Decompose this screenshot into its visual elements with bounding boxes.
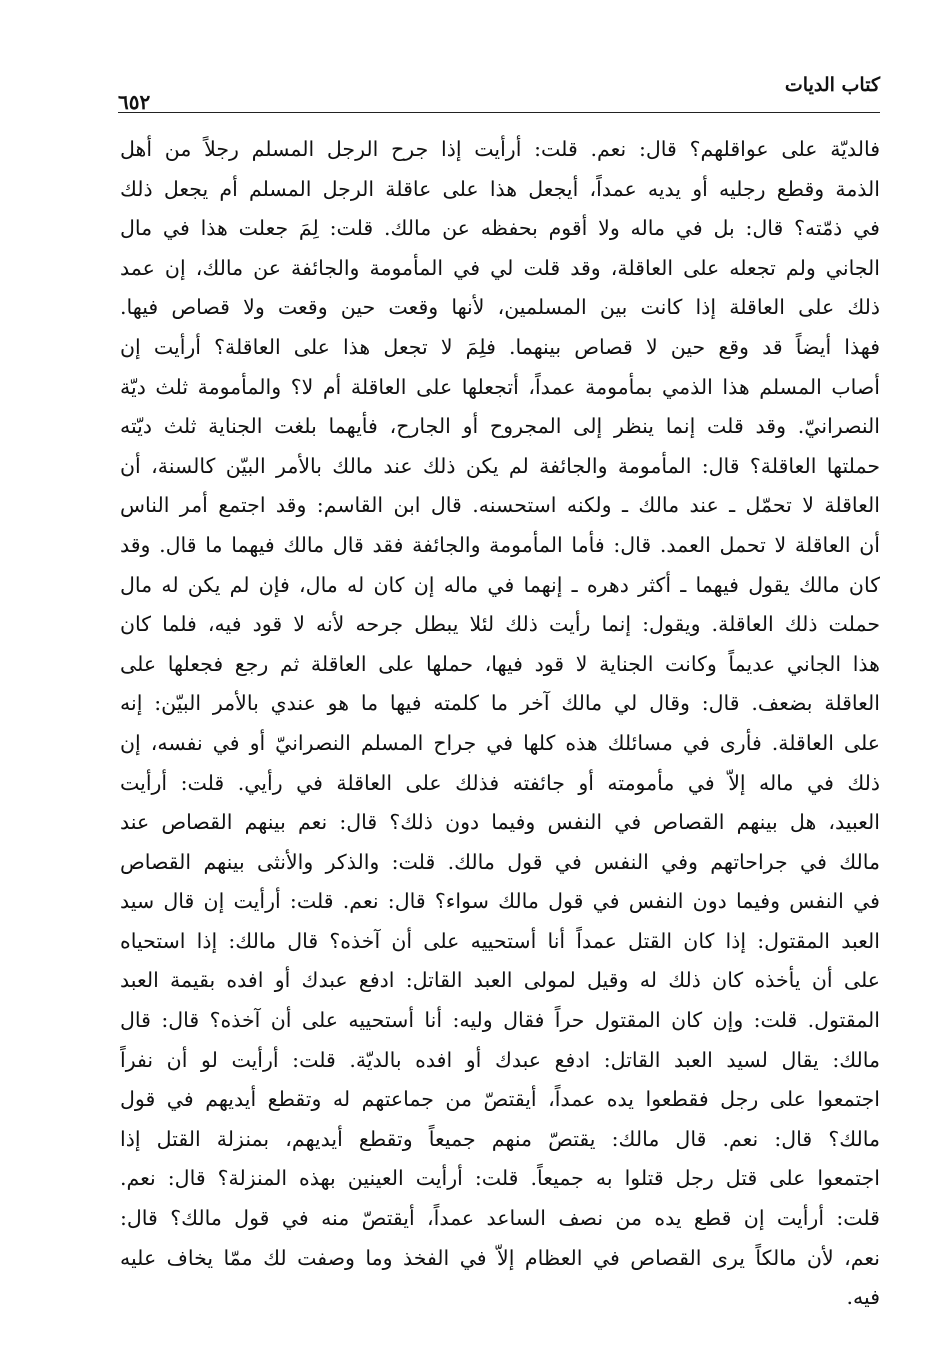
text-line: مالك في جراحاتهم وفي النفس في قول مالك. قلت: والذكر والأنثى بينهم القصاص xyxy=(120,849,880,874)
text-line: ذلك على العاقلة إذا كانت بين المسلمين، لأنها وقعت حين وقعت ولا قصاص فيها. xyxy=(120,295,880,320)
text-line: النصرانيّ. وقد قلت إنما ينظر إلى المجروح أو الجارح، فأيهما بلغت الجناية ثلث ديّته xyxy=(120,414,880,439)
text-line: اجتمعوا على رجل فقطعوا يده عمداً، أيقتصّ من جماعتهم له وتقطع أيديهم في قول xyxy=(120,1087,880,1112)
page-number: ٦٥٢ xyxy=(118,90,151,114)
text-line: ذلك في ماله إلاّ في مأمومته أو جائفته فذلك على العاقلة في رأيي. قلت: أرأيت xyxy=(120,770,880,795)
text-line: الذمة وقطع رجليه أو يديه عمداً، أيجعل هذا على عاقلة الرجل المسلم أم يجعل ذلك xyxy=(120,176,880,201)
text-line: في النفس وفيما دون النفس في قول مالك سواء؟ قال: نعم. قلت: أرأيت إن قال سيد xyxy=(120,889,880,914)
page-header xyxy=(118,70,880,114)
text-line: نعم، لأن مالكاً يرى القصاص في العظام إلاّ في الفخذ وما وصفت لك ممّا يخاف عليه xyxy=(120,1245,880,1270)
text-line: مالك: يقال لسيد العبد القاتل: ادفع عبدك أو افده بالديّة. قلت: أرأيت لو أن نفراً xyxy=(120,1047,880,1072)
page-body xyxy=(120,130,880,1318)
text-line: العاقلة بضعف. قال: وقال لي مالك آخر ما كلمته فيها ما هو عندي بالأمر البيّن: إنه xyxy=(120,691,880,716)
text-line: أن العاقلة لا تحمل العمد. قال: فأما المأمومة والجائفة فقد قال مالك فيهما ما قال. وقد xyxy=(120,532,880,557)
header-rule xyxy=(118,112,880,113)
text-line: فهذا أيضاً قد وقع حين لا قصاص بينهما. فلِمَ لا تجعل هذا على العاقلة؟ أرأيت إن xyxy=(120,334,880,359)
text-line: على العاقلة. فأرى في مسائلك هذه كلها في جراح المسلم النصرانيّ أو في نفسه، إن xyxy=(120,730,880,755)
text-line: العبد المقتول: إذا كان القتل عمداً أنا أستحييه على أن آخذه؟ قال مالك: إذا استحياه xyxy=(120,928,880,953)
text-line: حملت ذلك العاقلة. ويقول: إنما رأيت ذلك لئلا يبطل جرحه لأنه لا قود فيه، فلما كان xyxy=(120,612,880,637)
text-line: فالديّة على عواقلهم؟ قال: نعم. قلت: أرأيت إذا جرح الرجل المسلم رجلاً من أهل xyxy=(120,137,880,161)
text-line: على أن يأخذه كان ذلك له وقيل لمولى العبد القاتل: ادفع عبدك أو افده بقيمة العبد xyxy=(120,968,880,993)
text-line: في ذمّته؟ قال: بل في ماله ولا أقوم بحفظه عن مالك. قلت: لِمَ جعلت هذا في مال xyxy=(120,216,880,241)
text-line: قلت: أرأيت إن قطع يده من نصف الساعد عمداً، أيقتصّ منه في قول مالك؟ قال: xyxy=(120,1206,880,1231)
text-line: العبيد، هل بينهم القصاص في النفس وفيما دون ذلك؟ قال: نعم بينهم القصاص عند xyxy=(120,810,880,835)
text-line: أصاب المسلم هذا الذمي بمأمومة عمداً، أتجعلها على العاقلة أم لا؟ والمأمومة ثلث ديّة xyxy=(120,374,880,399)
text-line: كان مالك يقول فيهما ـ أكثر دهره ـ إنهما في ماله إن كان له مال، فإن لم يكن له مال xyxy=(120,572,880,597)
text-line: هذا الجاني عديماً وكانت الجناية لا قود فيها، حملها على العاقلة ثم رجع فجعلها على xyxy=(120,651,880,676)
text-line: المقتول. قلت: وإن كان المقتول حراً فقال وليه: أنا أستحييه على أن آخذه؟ قال: قال xyxy=(120,1008,880,1033)
text-line: مالك؟ قال: نعم. قال مالك: يقتصّ منهم جميعاً وتقطع أيديهم، بمنزلة القتل إذا xyxy=(120,1126,880,1151)
text-line: فيه. xyxy=(846,1285,880,1310)
running-title: كتاب الديات xyxy=(784,74,880,96)
text-line: الجاني ولم تجعله على العاقلة، وقد قلت لي في المأمومة والجائفة عن مالك، إن عمد xyxy=(120,255,880,280)
text-line: اجتمعوا على قتل رجل قتلوا به جميعاً. قلت: أرأيت العينين بهذه المنزلة؟ قال: نعم. xyxy=(120,1166,880,1191)
text-line: حملتها العاقلة؟ قال: المأمومة والجائفة لم يكن ذلك عند مالك بالأمر البيّن كالسنة، أن xyxy=(120,453,880,478)
text-line: العاقلة لا تحمّل ـ عند مالك ـ ولكنه استحسنه. قال ابن القاسم: وقد اجتمع أمر الناس xyxy=(120,493,880,518)
